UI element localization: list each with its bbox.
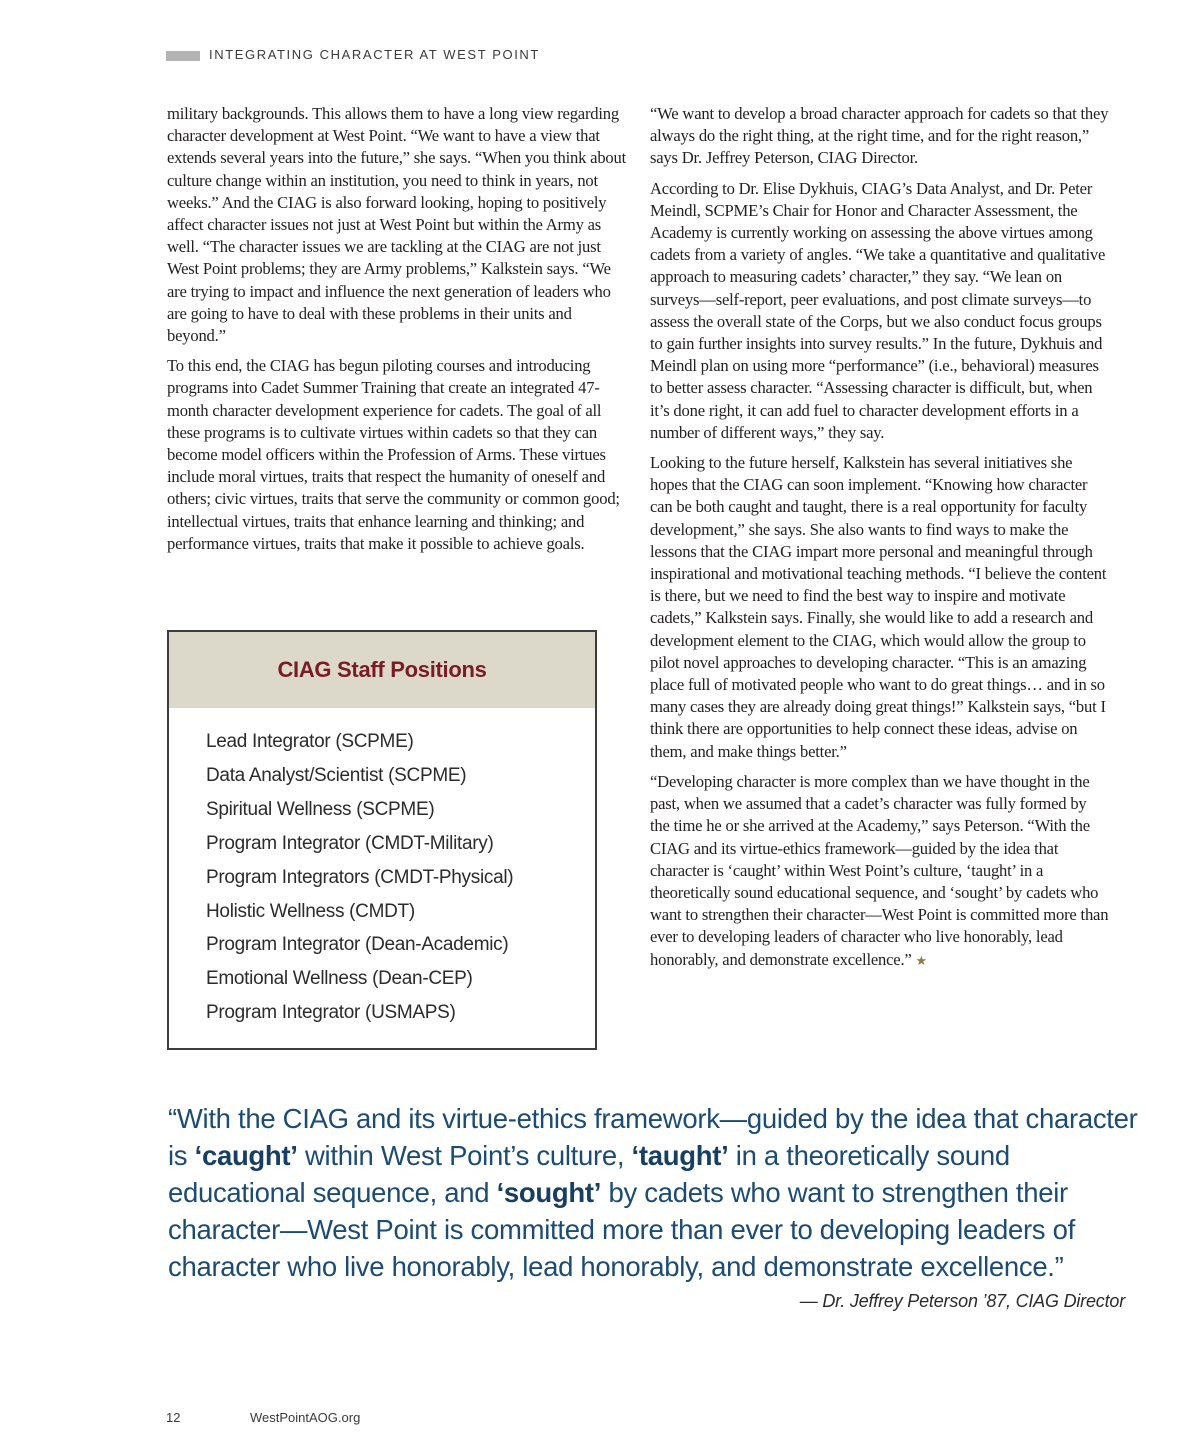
pull-quote-text: by cadets who want to strengthen their character—West Point is committed more than ever to developing leaders of character who live honorably, lead honorably, and demonstrate excellence.”	[168, 1177, 1075, 1282]
staff-positions-box	[167, 630, 597, 1050]
staff-position-item: Emotional Wellness (Dean-CEP)	[206, 968, 473, 990]
body-paragraph: military backgrounds. This allows them to have a long view regarding character development at West Point. “We want to have a view that extends several years into the future,” she says. “When you think about culture change within an institution, you need to think in years, not weeks.” And the CIAG is also forward looking, hoping to positively affect character issues not just at West Point but within the Army as well. “The character issues we are tackling at the CIAG are not just West Point problems; they are Army problems,” Kalkstein says. “We are trying to impact and influence the next generation of leaders who are going to have to deal with these problems in their units and beyond.”	[167, 104, 627, 346]
staff-position-item: Program Integrators (CMDT-Physical)	[206, 866, 514, 888]
staff-position-item: Spiritual Wellness (SCPME)	[206, 798, 435, 820]
star-icon: ★	[915, 953, 927, 969]
staff-position-item: Data Analyst/Scientist (SCPME)	[206, 764, 467, 786]
staff-box-title: CIAG Staff Positions	[169, 632, 595, 708]
right-column	[650, 103, 1110, 981]
staff-position-item: Program Integrator (USMAPS)	[206, 1002, 456, 1024]
pull-quote-attribution: — Dr. Jeffrey Peterson ’87, CIAG Director	[799, 1291, 1125, 1311]
staff-position-item: Program Integrator (CMDT-Military)	[206, 832, 494, 854]
footer-website-link[interactable]: WestPointAOG.org	[250, 1410, 361, 1425]
pull-quote-emphasis: ‘sought’	[496, 1177, 602, 1208]
closing-paragraph-text: “Developing character is more complex than we have thought in the past, when we assumed that a cadet’s character was fully formed by the time he or she arrived at the Academy,” says Peterson. “With the CIAG and its virtue-ethics framework—guided by the idea that character is ‘caught’ within West Point’s culture, ‘taught’ in a theoretically sound educational sequence, and ‘sought’ by cadets who want to strengthen their character—West Point is committed more than ever to developing leaders of character who live honorably, lead honorably, and demonstrate excellence.”	[650, 771, 1109, 969]
page-number: 12	[166, 1410, 181, 1425]
pull-quote-text: within West Point’s culture,	[297, 1140, 632, 1171]
header-bar	[166, 51, 200, 61]
staff-position-item: Program Integrator (Dean-Academic)	[206, 934, 509, 956]
pull-quote-emphasis: ‘taught’	[631, 1140, 729, 1171]
body-paragraph	[650, 771, 1110, 973]
staff-positions-list	[169, 725, 595, 1030]
staff-position-item: Lead Integrator (SCPME)	[206, 731, 414, 752]
running-header: INTEGRATING CHARACTER AT WEST POINT	[209, 47, 540, 62]
pull-quote-text: in a theoretically sound educational sequence, and	[168, 1140, 1010, 1208]
body-paragraph: According to Dr. Elise Dykhuis, CIAG’s Data Analyst, and Dr. Peter Meindl, SCPME’s Chair for Honor and Character Assessment, the Academy is currently working on assessing the above virtues among cadets from a variety of angles. “We take a quantitative and qualitative approach to measuring cadets’ character,” they say. “We lean on surveys—self-report, peer evaluations, and post climate surveys—to assess the overall state of the Corps, but we also conduct focus groups to gain further insights into survey results.” In the future, Dykhuis and Meindl plan on using more “performance” (i.e., behavioral) measures to better assess character. “Assessing character is difficult, but, when it’s done right, it can add fuel to character development efforts in a number of different ways,” they say.	[650, 178, 1106, 442]
staff-position-item: Holistic Wellness (CMDT)	[206, 900, 415, 922]
body-paragraph: To this end, the CIAG has begun piloting courses and introducing programs into Cadet Summer Training that create an integrated 47-month character development experience for cadets. The goal of all these programs is to cultivate virtues within cadets so that they can become model officers within the Profession of Arms. These virtues include moral virtues, traits that respect the humanity of oneself and others; civic virtues, traits that serve the community or common good; intellectual virtues, traits that enhance learning and thinking; and performance virtues, traits that make it possible to achieve goals.	[167, 356, 620, 553]
left-column	[167, 103, 627, 563]
pull-quote-text: “With the CIAG and its virtue-ethics framework—guided by the idea that character is	[168, 1103, 1138, 1171]
pull-quote	[168, 1100, 1148, 1285]
body-paragraph: “We want to develop a broad character approach for cadets so that they always do the right thing, at the right time, and for the right reason,” says Dr. Jeffrey Peterson, CIAG Director.	[650, 104, 1109, 168]
body-paragraph: Looking to the future herself, Kalkstein has several initiatives she hopes that the CIAG can soon implement. “Knowing how character can be both caught and taught, there is a real opportunity for faculty development,” she says. She also wants to find ways to make the lessons that the CIAG impart more personal and meaningful through inspirational and motivational teaching methods. “I believe the content is there, but we need to find the best way to inspire and motivate cadets,” Kalkstein says. Finally, she would like to add a research and development element to the CIAG, which would allow the group to pilot novel approaches to developing character. “This is an amazing place full of motivated people who want to do great things… and in so many cases they are already doing great things!” Kalkstein says, “but I think there are opportunities to help connect these ideas, advise on them, and make things better.”	[650, 453, 1107, 761]
pull-quote-emphasis: ‘caught’	[194, 1140, 298, 1171]
